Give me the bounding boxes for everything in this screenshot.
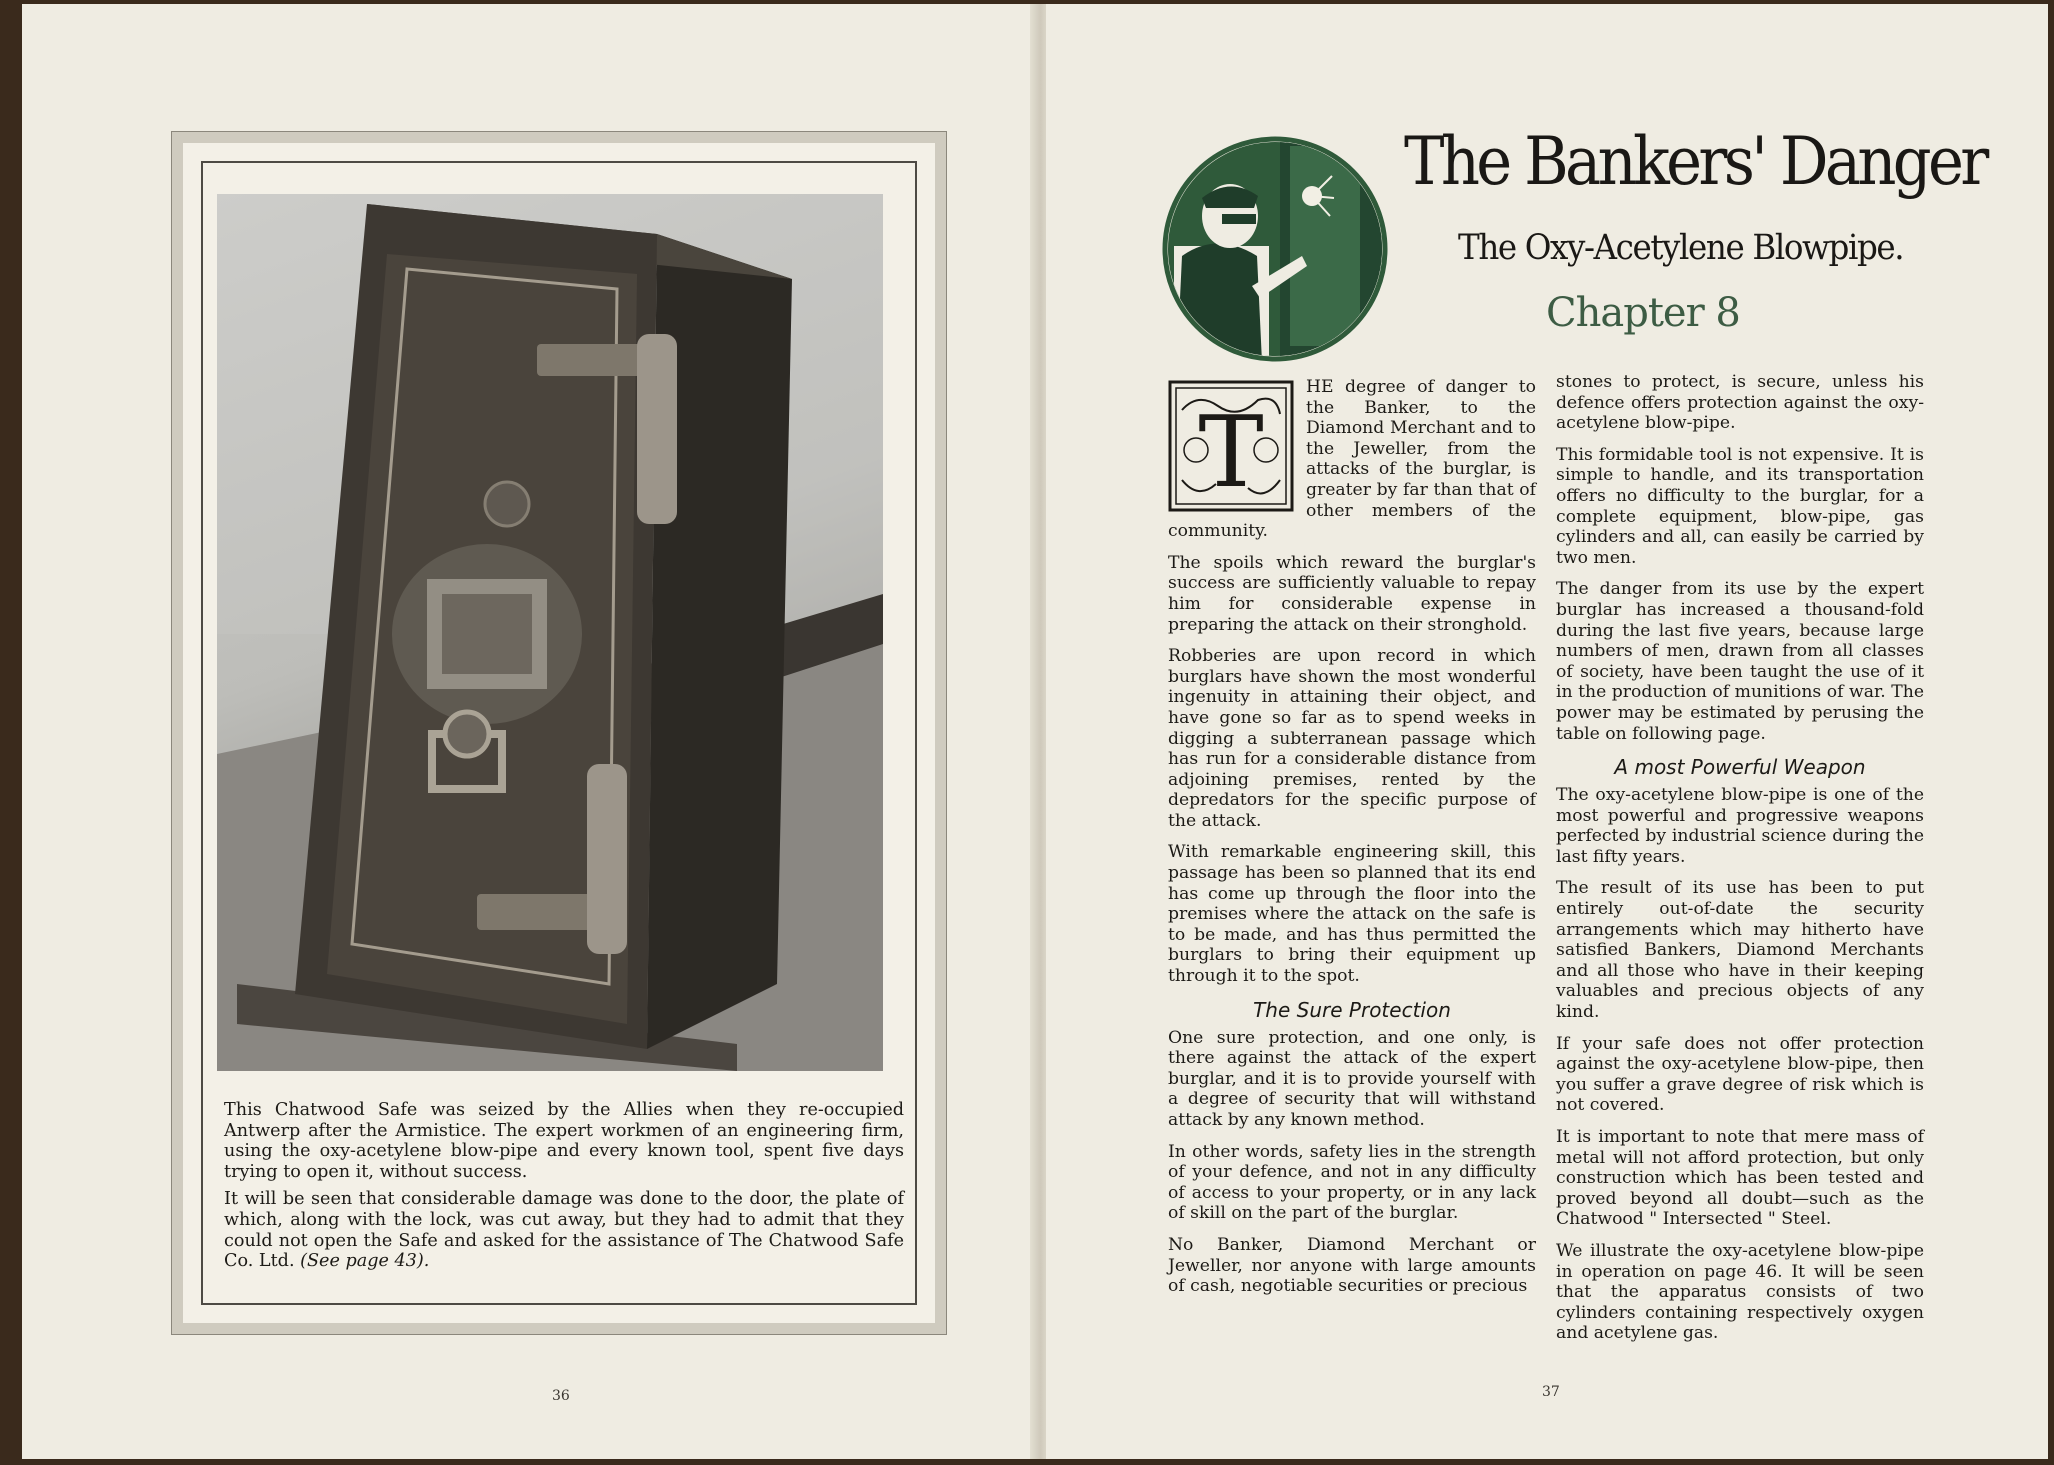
paragraph: Robberies are upon record in which burglars have shown the most wonderful ingenuity in attaining their object, and have gone so far as to spend weeks in digging a subterranean passage which has run for a considerable distance from adjoining premises, rented by the depredators for the specific purpose of the attack.	[1168, 646, 1536, 831]
photo-caption	[224, 1100, 904, 1279]
paragraph: The danger from its use by the expert burglar has increased a thousand-fold during the last five years, because large numbers of men, drawn from all classes of society, have been taught the use of it in the production of munitions of war. The power may be estimated by perusing the table on following page.	[1556, 579, 1924, 744]
intro-paragraph: HE degree of danger to the Banker, to the Diamond Merchant and to the Jeweller, from the attacks of the burglar, is greater by far than that of other members of the community.	[1168, 377, 1536, 542]
paragraph: stones to protect, is secure, unless his defence offers protection against the oxy-acetylene blow-pipe.	[1556, 372, 1924, 434]
safe-photograph	[217, 194, 883, 1071]
paragraph: We illustrate the oxy-acetylene blow-pipe in operation on page 46. It will be seen that the apparatus consists of two cylinders containing respectively oxygen and acetylene gas.	[1556, 1240, 1924, 1344]
caption-paragraph-1: This Chatwood Safe was seized by the Allies when they re-occupied Antwerp after the Armistice. The expert workmen of an engineering firm, using the oxy-acetylene blow-pipe and every known tool, spent five days trying to open it, without success.	[224, 1100, 904, 1182]
paragraph: The result of its use has been to put entirely out-of-date the security arrangements which may hitherto have satisfied Bankers, Diamond Merchants and all those who have in their keeping valuables and precious objects of any kind.	[1556, 878, 1924, 1023]
paragraph: If your safe does not offer protection against the oxy-acetylene blow-pipe, then you suffer a grave degree of risk which is not covered.	[1556, 1033, 1924, 1116]
paragraph: One sure protection, and one only, is there against the attack of the expert burglar, and it is to provide yourself with a degree of security that will withstand attack by any known method.	[1168, 1027, 1536, 1130]
burglar-emblem-illustration	[1162, 136, 1388, 362]
paragraph: This formidable tool is not expensive. It is simple to handle, and its transportation offers no difficulty to the burglar, for a complete equipment, blow-pipe, gas cylinders and all, can easily be carried by two men.	[1556, 444, 1924, 568]
paragraph: The oxy-acetylene blow-pipe is one of the most powerful and progressive weapons perfected by industrial science during the last fifty years.	[1556, 785, 1924, 867]
paragraph: It is important to note that mere mass of metal will not afford protection, but only construction which has been tested and proved beyond all doubt—such as the Chatwood " Intersected " Steel.	[1556, 1127, 1924, 1230]
drop-cap-letter: T	[1198, 396, 1264, 510]
see-page-reference: (See page 43).	[300, 1251, 430, 1272]
section-heading-powerful-weapon: A most Powerful Weapon	[1614, 755, 1866, 780]
paragraph: The spoils which reward the burglar's success are sufficiently valuable to repay him for considerable expense in preparing the attack on their stronghold.	[1168, 552, 1536, 635]
chapter-number: Chapter 8	[1546, 290, 1740, 336]
chapter-subtitle: The Oxy-Acetylene Blowpipe.	[1458, 228, 1904, 268]
caption-paragraph-2: It will be seen that considerable damage was done to the door, the plate of which, along with the lock, was cut away, but they had to admit that they could not open the Safe and asked for the assistance of The Chatwood Safe Co. Ltd.	[224, 1189, 904, 1272]
paragraph: In other words, safety lies in the strength of your defence, and not in any difficulty of access to your property, or in any lack of skill on the part of the burglar.	[1168, 1141, 1536, 1224]
left-page	[22, 4, 1042, 1459]
text-column-left	[1168, 377, 1536, 1308]
page-number-left: 36	[552, 1388, 570, 1404]
text-column-right	[1556, 372, 1924, 1355]
paragraph: With remarkable engineering skill, this passage has been so planned that its end has come up through the floor into the premises where the attack on the safe is to be made, and has thus permitted the burglars to bring their equipment up through it to the spot.	[1168, 842, 1536, 987]
chapter-title: The Bankers' Danger	[1404, 123, 1986, 200]
paragraph: No Banker, Diamond Merchant or Jeweller, nor anyone with large amounts of cash, negotiable securities or precious	[1168, 1234, 1536, 1297]
ornate-drop-cap	[1168, 380, 1294, 512]
page-number-right: 37	[1542, 1384, 1560, 1400]
section-heading-sure-protection: The Sure Protection	[1253, 997, 1451, 1022]
